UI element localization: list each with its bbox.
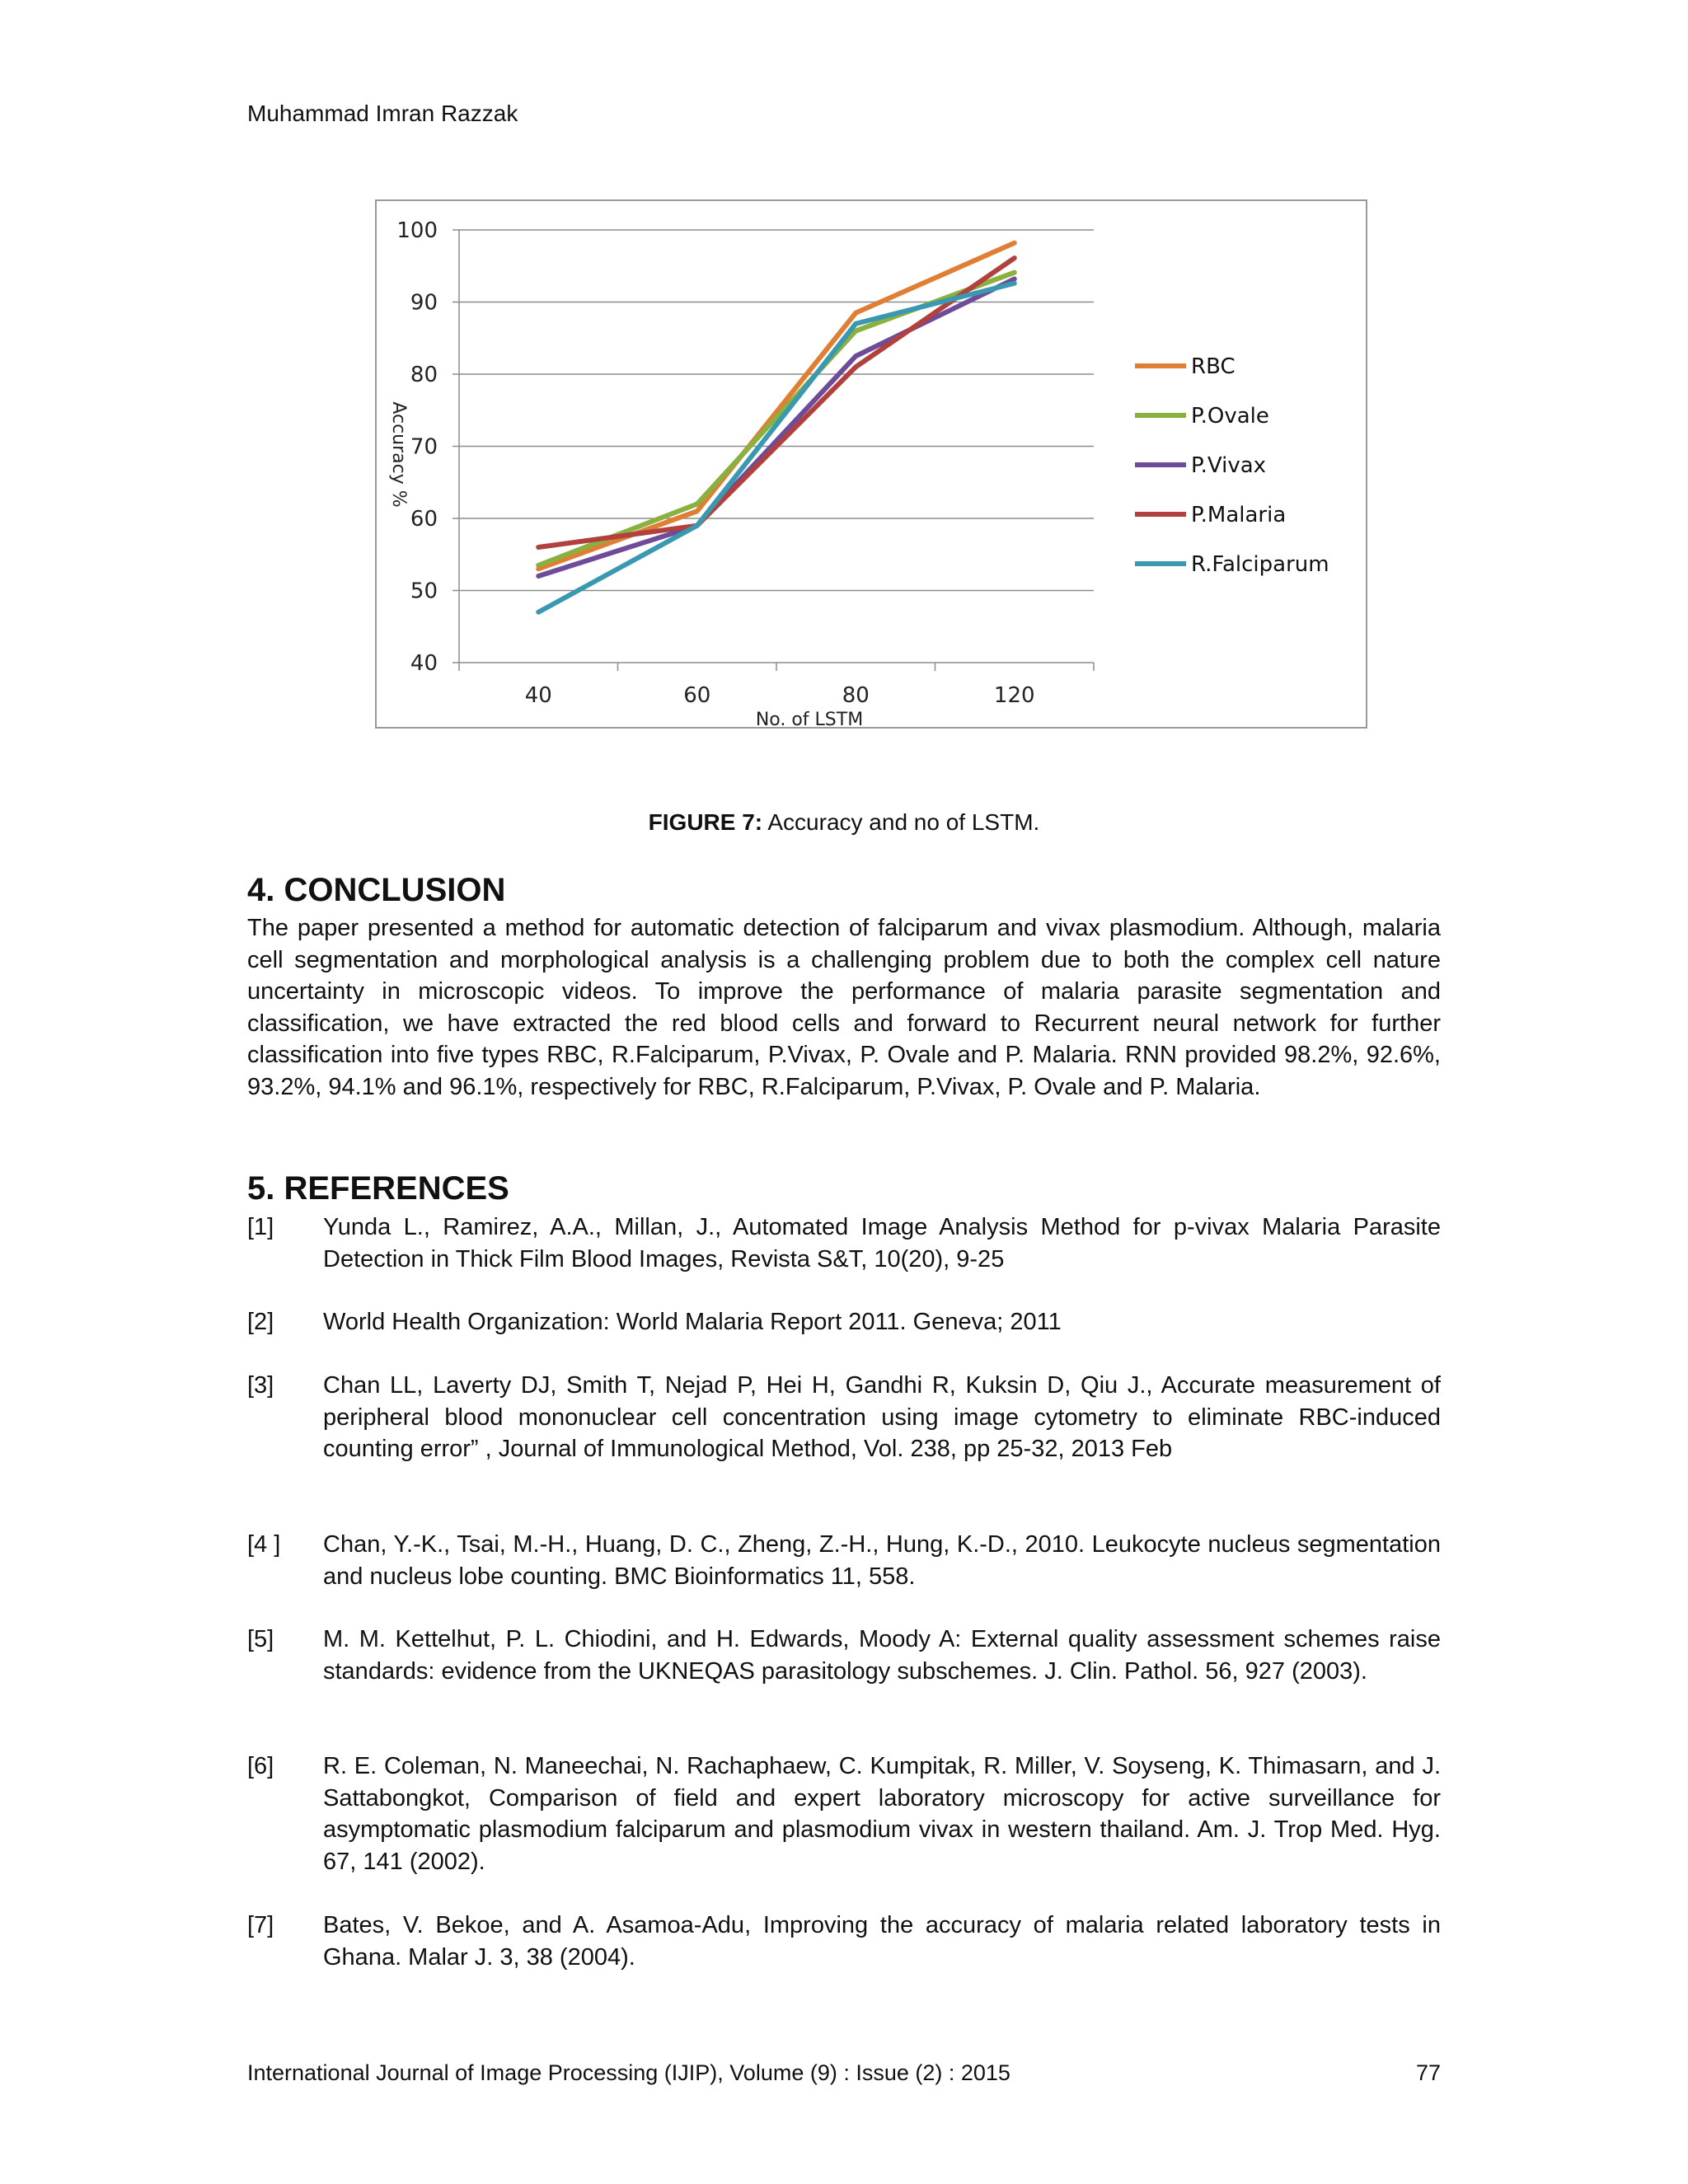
y-tick-label: 70: [410, 434, 438, 460]
legend-label: P.Vivax: [1191, 453, 1267, 478]
data-point: [538, 576, 539, 577]
reference-text: Chan LL, Laverty DJ, Smith T, Nejad P, Hei H, Gandhi R, Kuksin D, Qiu J., Accurate measurement of peripheral blood mononuclear cell concentration using image cytometry to eliminate RBC-induced counting error” , Journal of Immunological Method, Vol. 238, pp 25-32, 2013 Feb: [323, 1372, 1441, 1463]
y-tick-label: 80: [410, 363, 438, 387]
data-point: [1014, 272, 1015, 273]
data-point: [1014, 258, 1015, 259]
reference-number: [4 ]: [247, 1531, 281, 1558]
x-tick-label: 80: [842, 683, 870, 708]
reference-text: Yunda L., Ramirez, A.A., Millan, J., Automated Image Analysis Method for p-vivax Malaria Parasite Detection in Thick Film Blood Images, Revista S&T, 10(20), 9-25: [323, 1214, 1441, 1272]
figure-caption: [0, 809, 1688, 836]
reference-item: [247, 1306, 1441, 1338]
reference-item: [247, 1624, 1441, 1687]
y-tick-label: 60: [410, 507, 438, 532]
x-axis-title: No. of LSTM: [755, 710, 864, 727]
reference-text: R. E. Coleman, N. Maneechai, N. Rachaphaew, C. Kumpitak, R. Miller, V. Soyseng, K. Thimasarn, and J. Sattabongkot, Comparison of field and expert laboratory microscopy for active surveillance for asymptomatic plasmodium falciparum and plasmodium vivax in western thailand. Am. J. Trop Med. Hyg. 67, 141 (2002).: [323, 1753, 1441, 1875]
x-tick-label: 120: [993, 683, 1035, 708]
running-header: Muhammad Imran Razzak: [247, 101, 518, 126]
reference-item: [247, 1750, 1441, 1877]
reference-number: [3]: [247, 1372, 274, 1399]
y-axis-title: Accuracy %: [388, 401, 409, 508]
reference-text: M. M. Kettelhut, P. L. Chiodini, and H. Edwards, Moody A: External quality assessment schemes raise standards: evidence from the UKNEQAS parasitology subschemes. J. Clin. Pathol. 56, 927 (2003).: [323, 1626, 1441, 1685]
data-point: [696, 511, 697, 512]
reference-text: Chan, Y.-K., Tsai, M.-H., Huang, D. C., Zheng, Z.-H., Hung, K.-D., 2010. Leukocyte nucleus segmentation and nucleus lobe counting. BMC Bioinformatics 11, 558.: [323, 1531, 1441, 1590]
conclusion-paragraph: The paper presented a method for automatic detection of falciparum and vivax plasmodium. Although, malaria cell segmentation and morphological analysis is a challenging problem due to both the complex cell nature uncertainty in microscopic videos. To improve the performance of malaria parasite segmentation and classification, we have extracted the red blood cells and forward to Recurrent neural network for further classification into five types RBC, R.Falciparum, P.Vivax, P. Ovale and P. Malaria. RNN provided 98.2%, 92.6%, 93.2%, 94.1% and 96.1%, respectively for RBC, R.Falciparum, P.Vivax, P. Ovale and P. Malaria.: [247, 915, 1441, 1100]
data-point: [1014, 242, 1015, 243]
x-tick-label: 60: [683, 683, 711, 708]
page-number: 77: [1415, 2060, 1441, 2085]
legend-label: P.Malaria: [1191, 503, 1287, 527]
y-tick-label: 100: [396, 218, 438, 243]
legend-label: P.Ovale: [1191, 404, 1269, 429]
journal-citation: International Journal of Image Processing (IJIP), Volume (9) : Issue (2) : 2015: [247, 2060, 1010, 2085]
data-point: [1014, 283, 1015, 284]
reference-item: [247, 1910, 1441, 1973]
references-heading: 5. REFERENCES: [247, 1170, 509, 1207]
x-tick-label: 40: [524, 683, 552, 708]
reference-item: [247, 1529, 1441, 1592]
data-point: [538, 547, 539, 548]
y-tick-label: 40: [410, 651, 438, 676]
y-tick-label: 50: [410, 579, 438, 604]
series-line: [538, 243, 1015, 569]
data-point: [696, 525, 697, 526]
conclusion-heading: 4. CONCLUSION: [247, 872, 506, 908]
reference-number: [7]: [247, 1912, 274, 1938]
reference-number: [2]: [247, 1309, 274, 1335]
figure-7-chart: [375, 199, 1367, 729]
reference-number: [5]: [247, 1626, 274, 1652]
reference-item: [247, 1370, 1441, 1465]
reference-item: [247, 1212, 1441, 1275]
page-footer: [247, 2060, 1441, 2086]
line-chart: [377, 201, 1366, 727]
figure-label: FIGURE 7:: [648, 809, 763, 835]
legend-label: RBC: [1191, 354, 1236, 379]
y-tick-label: 90: [410, 290, 438, 316]
figure-caption-text: Accuracy and no of LSTM.: [762, 809, 1040, 835]
legend-label: R.Falciparum: [1191, 552, 1329, 577]
reference-number: [6]: [247, 1753, 274, 1779]
reference-text: Bates, V. Bekoe, and A. Asamoa-Adu, Improving the accuracy of malaria related laboratory tests in Ghana. Malar J. 3, 38 (2004).: [323, 1912, 1441, 1971]
reference-text: World Health Organization: World Malaria Report 2011. Geneva; 2011: [323, 1309, 1062, 1335]
reference-number: [1]: [247, 1214, 274, 1240]
